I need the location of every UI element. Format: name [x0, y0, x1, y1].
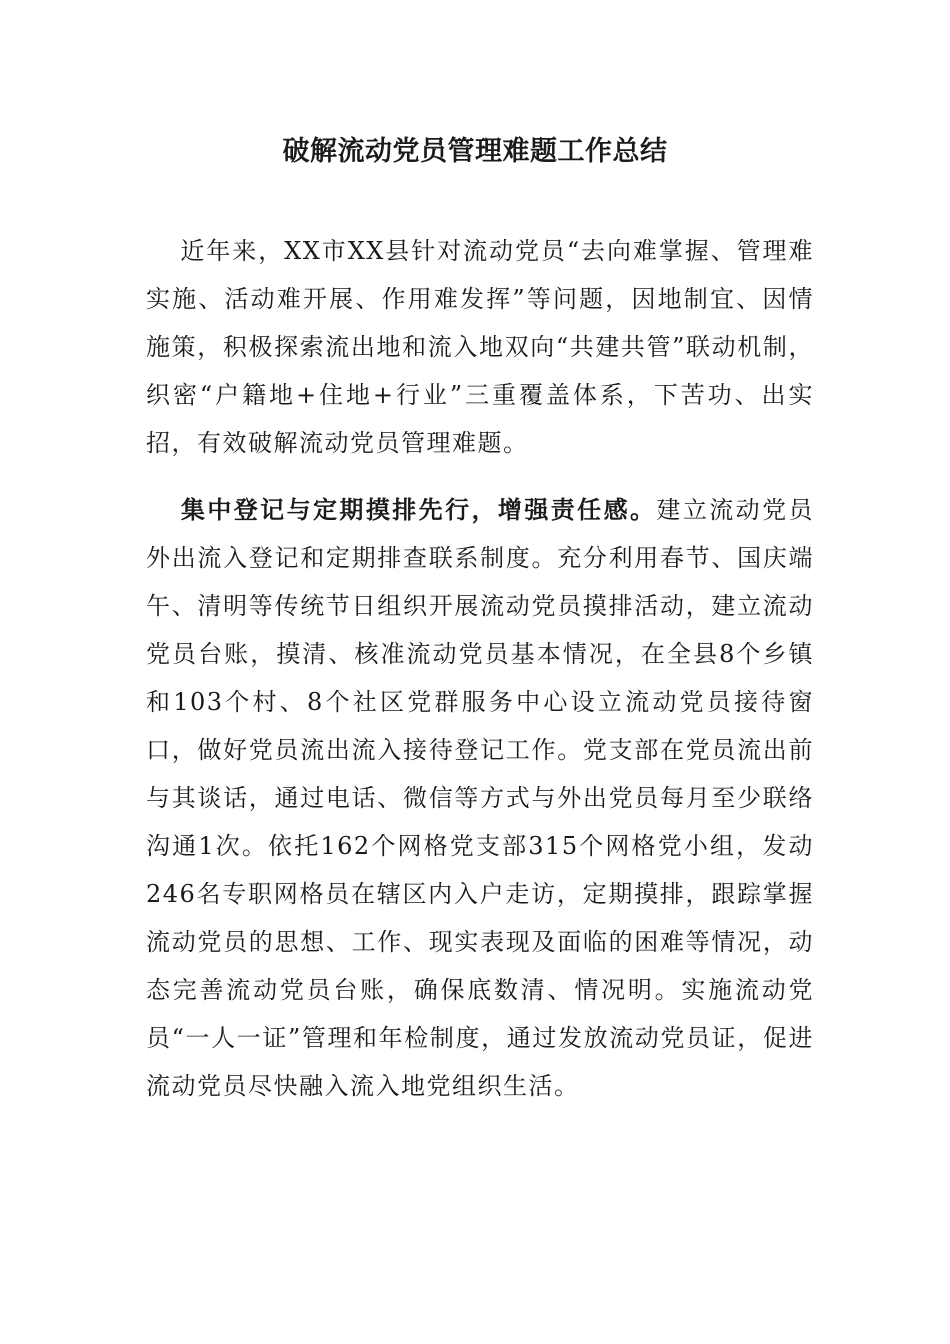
paragraph-registration [146, 486, 814, 1110]
document-title: 破解流动党员管理难题工作总结 [282, 136, 668, 167]
paragraph-intro-text: 近年来，XX市XX县针对流动党员“去向难掌握、管理难实施、活动难开展、作用难发挥”等问题，因地制宜、因情施策，积极探索流出地和流入地双向“共建共管”联动机制，织密“户籍地+住地+行业”三重覆盖体系，下苦功、出实招，有效破解流动党员管理难题。 [146, 237, 814, 457]
paragraph-intro [146, 227, 814, 467]
paragraph-registration-text: 建立流动党员外出流入登记和定期排查联系制度。充分利用春节、国庆端午、清明等传统节日组织开展流动党员摸排活动，建立流动党员台账，摸清、核准流动党员基本情况，在全县8个乡镇和103个村、8个社区党群服务中心设立流动党员接待窗口，做好党员流出流入接待登记工作。党支部在党员流出前与其谈话，通过电话、微信等方式与外出党员每月至少联络沟通1次。依托162个网格党支部315个网格党小组，发动246名专职网格员在辖区内入户走访，定期摸排，跟踪掌握流动党员的思想、工作、现实表现及面临的困难等情况，动态完善流动党员台账，确保底数清、情况明。实施流动党员“一人一证”管理和年检制度，通过发放流动党员证，促进流动党员尽快融入流入地党组织生活。 [146, 496, 815, 1100]
paragraph-registration-heading: 集中登记与定期摸排先行，增强责任感。 [180, 496, 657, 524]
